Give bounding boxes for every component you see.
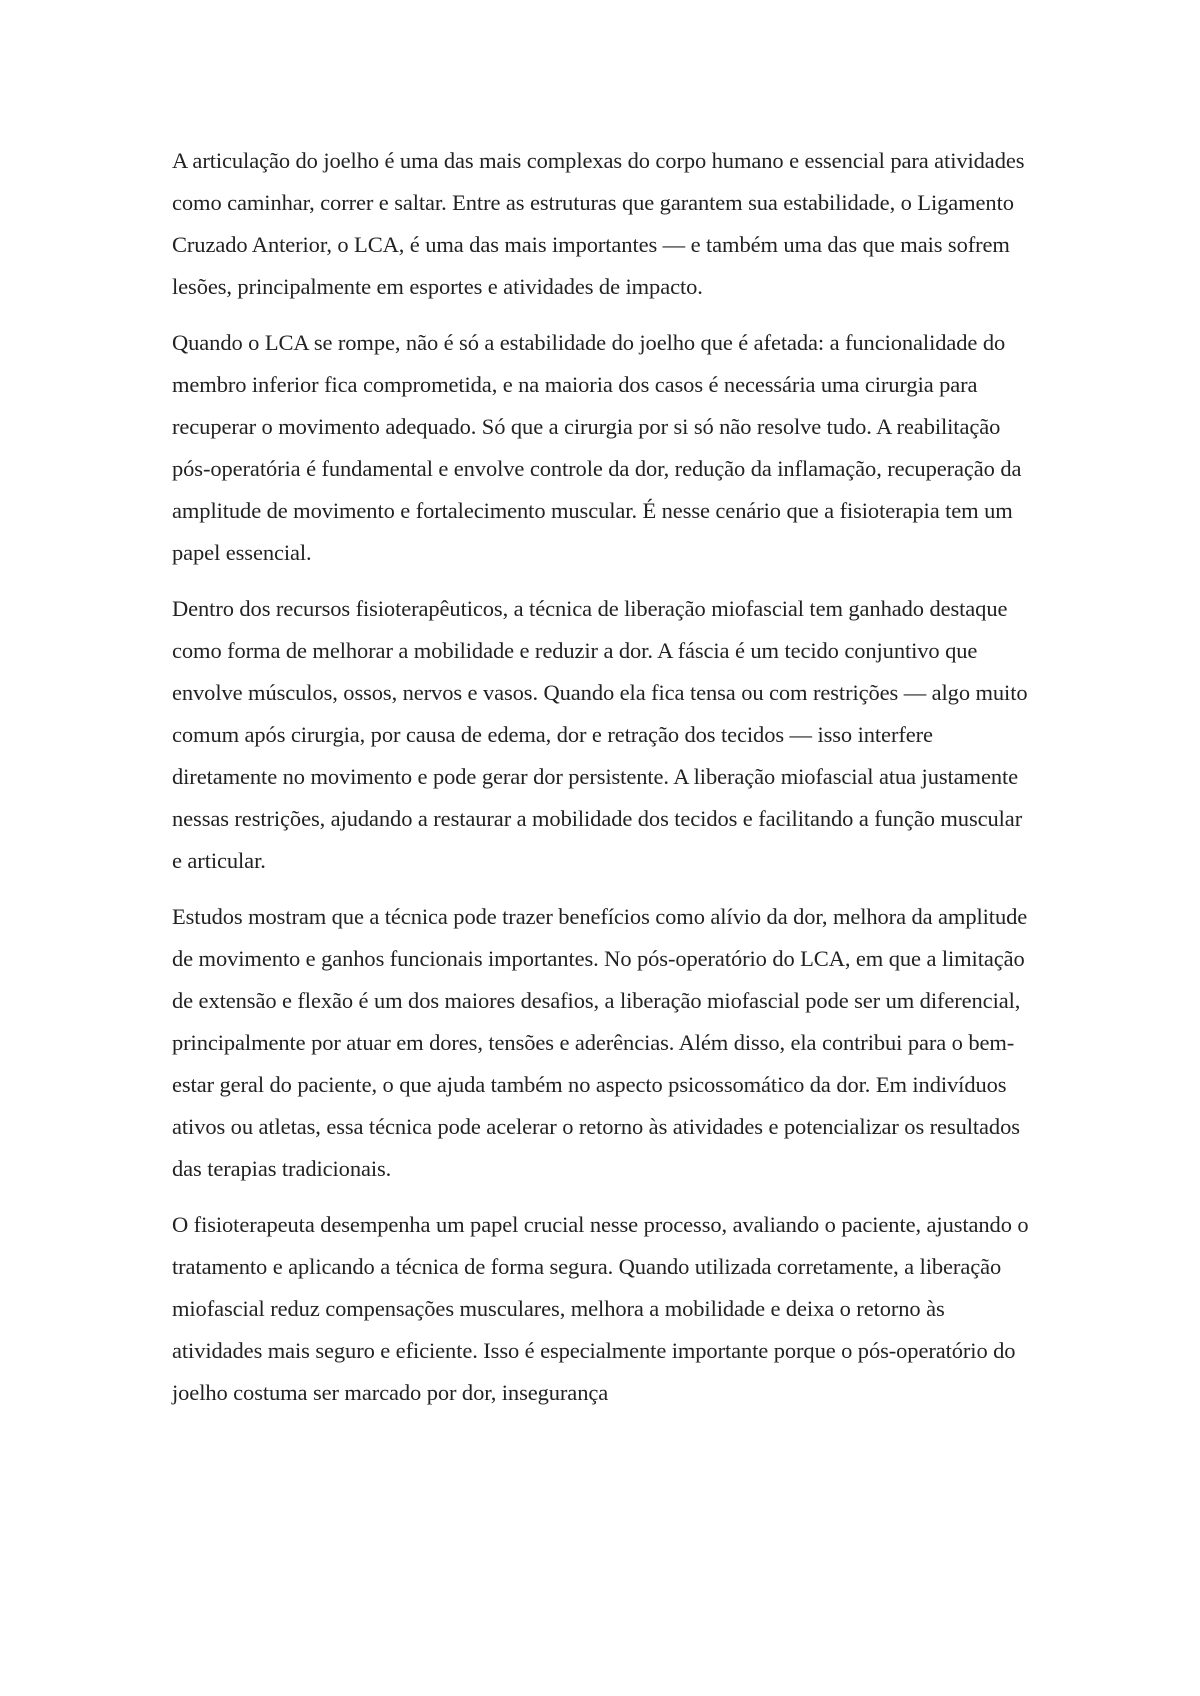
document-body: [172, 140, 1034, 1428]
paragraph-5: O fisioterapeuta desempenha um papel crucial nesse processo, avaliando o paciente, ajustando o tratamento e aplicando a técnica de forma segura. Quando utilizada corretamente, a liberação miofascial reduz compensações musculares, melhora a mobilidade e deixa o retorno às atividades mais seguro e eficiente. Isso é especialmente importante porque o pós-operatório do joelho costuma ser marcado por dor, insegurança: [172, 1212, 1029, 1405]
paragraph-4: Estudos mostram que a técnica pode trazer benefícios como alívio da dor, melhora da amplitude de movimento e ganhos funcionais importantes. No pós-operatório do LCA, em que a limitação de extensão e flexão é um dos maiores desafios, a liberação miofascial pode ser um diferencial, principalmente por atuar em dores, tensões e aderências. Além disso, ela contribui para o bem-estar geral do paciente, o que ajuda também no aspecto psicossomático da dor. Em indivíduos ativos ou atletas, essa técnica pode acelerar o retorno às atividades e potencializar os resultados das terapias tradicionais.: [172, 904, 1028, 1181]
paragraph-1: A articulação do joelho é uma das mais complexas do corpo humano e essencial para atividades como caminhar, correr e saltar. Entre as estruturas que garantem sua estabilidade, o Ligamento Cruzado Anterior, o LCA, é uma das mais importantes — e também uma das que mais sofrem lesões, principalmente em esportes e atividades de impacto.: [172, 148, 1025, 299]
paragraph-2: Quando o LCA se rompe, não é só a estabilidade do joelho que é afetada: a funcionalidade do membro inferior fica comprometida, e na maioria dos casos é necessária uma cirurgia para recuperar o movimento adequado. Só que a cirurgia por si só não resolve tudo. A reabilitação pós-operatória é fundamental e envolve controle da dor, redução da inflamação, recuperação da amplitude de movimento e fortalecimento muscular. É nesse cenário que a fisioterapia tem um papel essencial.: [172, 330, 1022, 565]
paragraph-3: Dentro dos recursos fisioterapêuticos, a técnica de liberação miofascial tem ganhado destaque como forma de melhorar a mobilidade e reduzir a dor. A fáscia é um tecido conjuntivo que envolve músculos, ossos, nervos e vasos. Quando ela fica tensa ou com restrições — algo muito comum após cirurgia, por causa de edema, dor e retração dos tecidos — isso interfere diretamente no movimento e pode gerar dor persistente. A liberação miofascial atua justamente nessas restrições, ajudando a restaurar a mobilidade dos tecidos e facilitando a função muscular e articular.: [172, 596, 1028, 873]
